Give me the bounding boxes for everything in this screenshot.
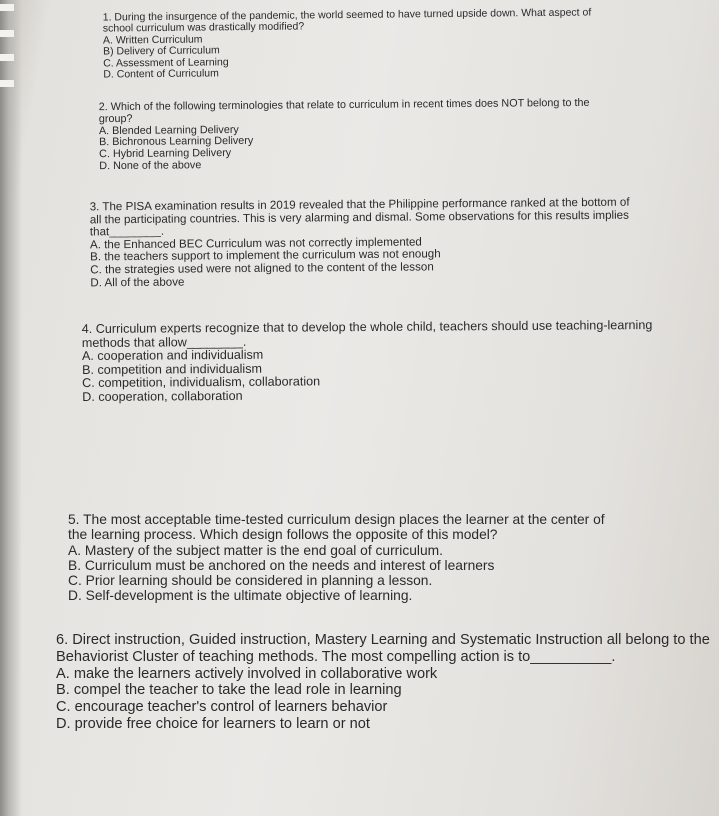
option-a: A. Written Curriculum (102, 33, 203, 47)
question-stem-line: all the participating countries. This is very alarming and dismal. Some observations for this results implies (89, 208, 629, 226)
option-d: D. None of the above (99, 159, 202, 173)
question-stem-line: methods that allow________. (81, 334, 247, 350)
option-d: D. cooperation, collaboration (82, 388, 243, 404)
option-d: D. Content of Curriculum (103, 67, 219, 81)
option-c: C. the strategies used were not aligned to the content of the lesson (90, 260, 434, 277)
option-b: B. compel the teacher to take the lead role in learning (56, 682, 402, 699)
question-6 (56, 632, 710, 733)
question-5 (68, 512, 605, 604)
question-stem-line: the learning process. Which design follows the opposite of this model? (68, 527, 498, 543)
question-stem-line: 4. Curriculum experts recognize that to develop the whole child, teachers should use teaching-learning (81, 318, 653, 336)
option-c: C. Assessment of Learning (103, 55, 229, 70)
paper-edge-strip (0, 54, 14, 61)
option-b-marked: B. Bichronous Learning Delivery (99, 135, 254, 149)
paper-edge-strip (0, 4, 14, 11)
option-a: A. Blended Learning Delivery (98, 123, 239, 137)
option-d: D. provide free choice for learners to learn or not (56, 715, 370, 732)
option-b: B. Curriculum must be anchored on the needs and interest of learners (68, 557, 495, 573)
question-stem-line: 1. During the insurgence of the pandemic, the world seemed to have turned upside down. What aspect of (102, 6, 592, 24)
question-stem-line: 6. Direct instruction, Guided instruction, Mastery Learning and Systematic Instruction all belong to the (56, 632, 710, 648)
question-4 (82, 319, 653, 405)
option-c: C. encourage teacher's control of learners behavior (56, 699, 388, 716)
option-a-circled: A. make the learners actively involved in collaborative work (56, 665, 438, 682)
option-c: C. Hybrid Learning Delivery (99, 147, 232, 161)
option-c: C. Prior learning should be considered in planning a lesson. (68, 573, 433, 589)
question-stem-line: Behaviorist Cluster of teaching methods. The most compelling action is to__________. (56, 648, 616, 665)
option-b-circled: B) Delivery of Curriculum (103, 44, 220, 58)
page-edge-shadow (0, 0, 22, 816)
paper-edge-strip (0, 30, 14, 37)
question-3 (90, 197, 631, 290)
paper-edge-strip (0, 80, 14, 87)
option-a: A. the Enhanced BEC Curriculum was not correctly implemented (89, 235, 422, 252)
question-2 (99, 98, 590, 173)
option-a: A. cooperation and individualism (81, 347, 264, 364)
question-stem-line: 3. The PISA examination results in 2019 revealed that the Philippine performance ranked at the bottom of (89, 195, 630, 214)
question-stem-line: that________. (89, 224, 165, 239)
option-a: A. Mastery of the subject matter is the end goal of curriculum. (68, 542, 443, 558)
question-stem-line: 5. The most acceptable time-tested curriculum design places the learner at the center of (68, 512, 605, 527)
option-b: B. competition and individualism (81, 361, 262, 377)
option-d: D. All of the above (90, 275, 185, 289)
question-stem-line: school curriculum was drastically modified? (102, 20, 305, 35)
question-stem-line: 2. Which of the following terminologies that relate to curriculum in recent times does NOT belong to the (98, 96, 590, 114)
option-b-marked: B. the teachers support to implement the curriculum was not enough (90, 247, 441, 264)
option-c-marked: C. competition, individualism, collaboration (82, 374, 321, 391)
option-d-circled: D. Self-development is the ultimate objective of learning. (68, 588, 413, 604)
question-stem-line: group? (98, 112, 133, 125)
question-1 (103, 7, 592, 81)
